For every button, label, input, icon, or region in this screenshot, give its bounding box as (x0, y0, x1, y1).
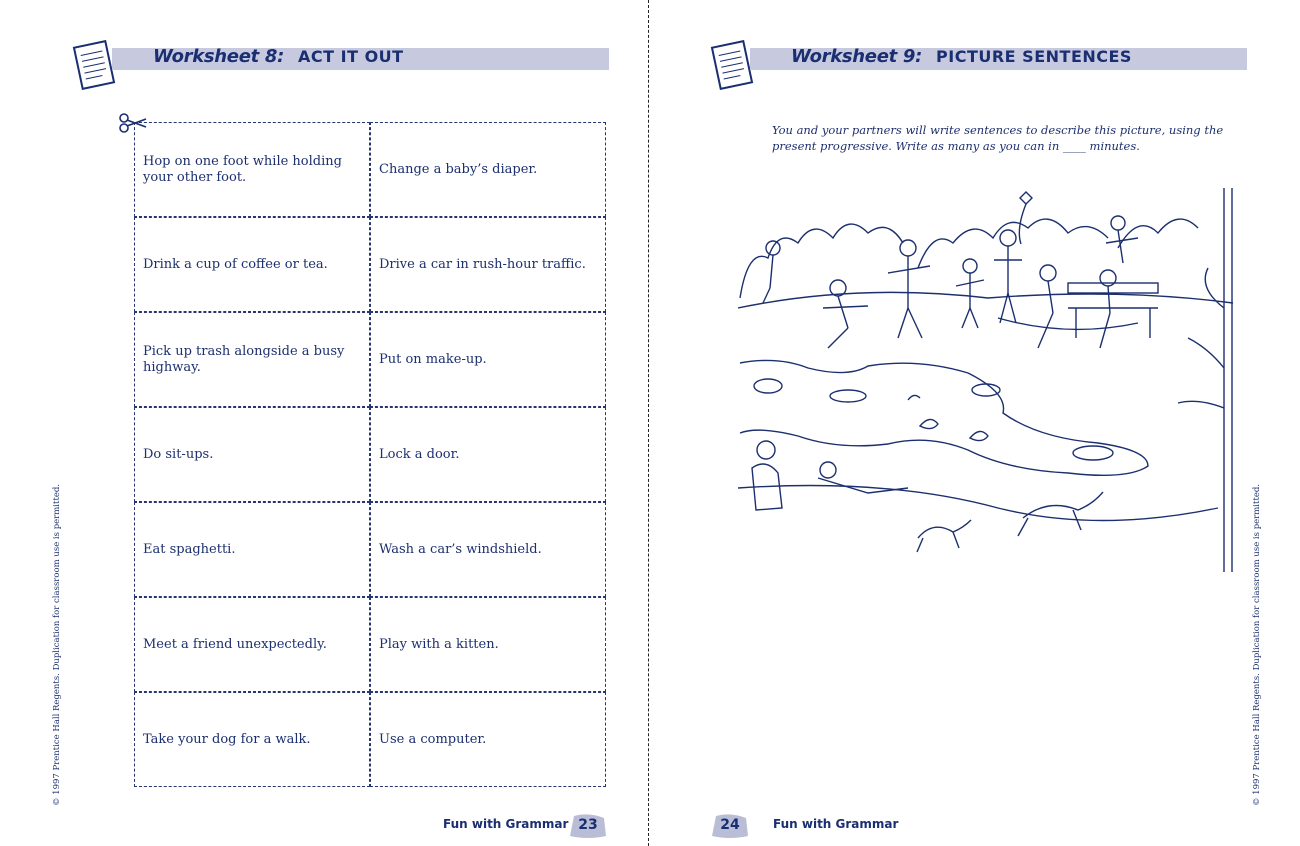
page-number: 23 (578, 817, 598, 833)
action-card (134, 502, 370, 597)
action-card-text: Pick up trash alongside a busy highway. (143, 343, 345, 375)
action-card-text: Use a computer. (379, 731, 487, 747)
action-card-text: Wash a car’s windshield. (379, 541, 542, 557)
worksheet-paper-icon (710, 40, 754, 90)
action-card (134, 312, 370, 407)
footer-brand: Fun with Grammar (443, 817, 569, 831)
right-page (650, 0, 1300, 846)
worksheet-number: Worksheet 8: (153, 46, 285, 67)
footer-brand: Fun with Grammar (773, 817, 899, 831)
action-card-text: Drink a cup of coffee or tea. (143, 256, 328, 272)
side-copyright: © 1997 Prentice Hall Regents. Duplication for classroom use is permitted. (52, 483, 62, 807)
action-card (134, 597, 370, 692)
worksheet-paper-icon (72, 40, 116, 90)
action-card (370, 122, 606, 217)
action-card-text: Meet a friend unexpectedly. (143, 636, 327, 652)
action-card-text: Lock a door. (379, 446, 460, 462)
action-card (370, 407, 606, 502)
page-number: 24 (720, 817, 740, 833)
action-card (134, 217, 370, 312)
action-card (370, 502, 606, 597)
page-number-badge (710, 812, 750, 840)
left-page (0, 0, 648, 846)
worksheet-title: PICTURE SENTENCES (936, 47, 1132, 66)
action-card-text: Put on make-up. (379, 351, 487, 367)
action-card-text: Drive a car in rush-hour traffic. (379, 256, 586, 272)
action-card (134, 122, 370, 217)
action-card (370, 217, 606, 312)
cut-out-card-grid (134, 122, 606, 787)
action-card (370, 692, 606, 787)
action-card-text: Play with a kitten. (379, 636, 499, 652)
action-card-text: Do sit-ups. (143, 446, 214, 462)
action-card (134, 407, 370, 502)
worksheet-heading (791, 46, 1132, 67)
action-card-text: Eat spaghetti. (143, 541, 236, 557)
action-card (370, 597, 606, 692)
action-card-text: Hop on one foot while holding your other foot. (143, 153, 342, 185)
park-scene-illustration (738, 188, 1238, 572)
action-card-text: Take your dog for a walk. (143, 731, 311, 747)
action-card-text: Change a baby’s diaper. (379, 161, 538, 177)
worksheet-title: ACT IT OUT (298, 47, 404, 66)
action-card (134, 692, 370, 787)
page-number-badge (568, 812, 608, 840)
worksheet-heading (153, 46, 404, 67)
instructions-text: You and your partners will write sentences to describe this picture, using the present progressive. Write as many as you can in ____ minutes. (772, 123, 1224, 153)
side-copyright: © 1997 Prentice Hall Regents. Duplication for classroom use is permitted. (1252, 483, 1262, 807)
worksheet-number: Worksheet 9: (791, 46, 923, 67)
action-card (370, 312, 606, 407)
page-gutter-divider (648, 0, 649, 846)
